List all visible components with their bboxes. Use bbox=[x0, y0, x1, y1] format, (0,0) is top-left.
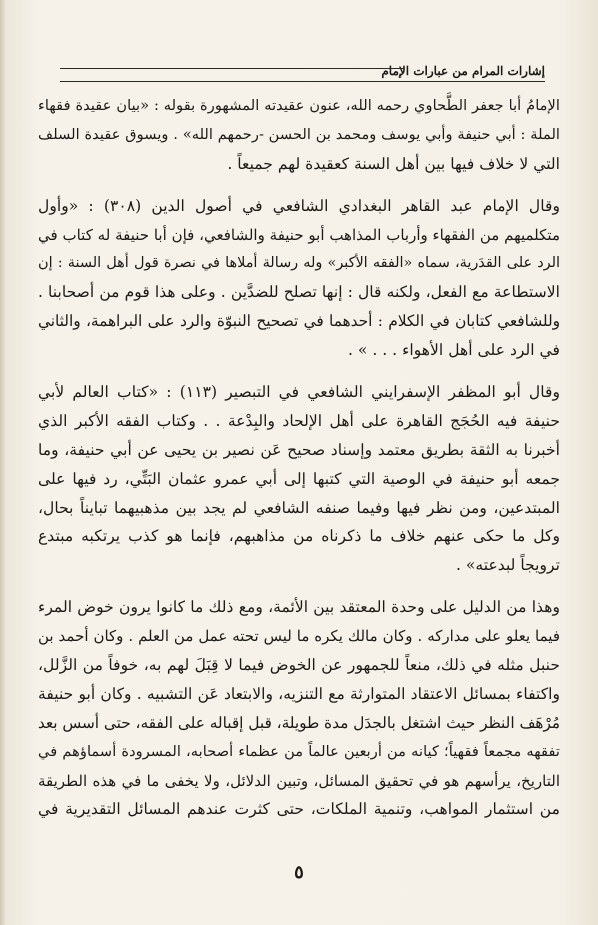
page-number: ٥ bbox=[294, 862, 304, 883]
text-line: تفقهه مجمعاً فقهياً؛ كيانه من أربعين عالماً من عظماء أصحابه، المسرودة أسماؤهم في bbox=[38, 742, 560, 760]
paragraph-3 bbox=[38, 378, 560, 580]
text-line: مُرْهَف النظر حيث اشتغل بالجدَل مدة طويلة، قبل إقباله على الفقه، حتى أسس بعد bbox=[37, 713, 560, 732]
text-line: حنيفة فيه الحُجَج القاهرة على أهل الإلحاد والبِدْعة . . وكتاب الفقه الأكبر الذي bbox=[38, 411, 560, 430]
text-line: من استثمار المواهب، وتنمية الملكات، حتى كثرت عندهم المسائل التقديرية في bbox=[38, 800, 560, 819]
text-line: جمعه أبو حنيفة في الوصية التي كتبها إلى أبي عمرو عثمان البَتِّي، رد فيها على bbox=[38, 469, 560, 488]
body-text bbox=[38, 92, 560, 824]
text-line: الاستطاعة مع الفعل، ولكنه قال : إنها تصلح للضدَّين . وعلى هذا قوم من أصحابنا . bbox=[38, 283, 560, 302]
paragraph-2 bbox=[38, 192, 560, 365]
running-title: إشارات المرام من عبارات الإمام bbox=[381, 64, 545, 78]
text-line: وقال أبو المظفر الإسفرايني الشافعي في التبصير (١١٣) : «كتاب العالم لأبي bbox=[38, 383, 561, 402]
text-line: في الرد على أهل الأهواء . . . » . bbox=[347, 341, 560, 360]
text-line: وكل ما حكى عنهم خلاف ما ذكرناه من مذاهبهم، فإنما هو كذب يرتكبه مبتدع bbox=[38, 527, 560, 546]
text-line: وقال الإمام عبد القاهر البغدادي الشافعي في أصول الدين (٣٠٨) : «وأول bbox=[38, 196, 560, 215]
text-line: ترويجاً لبدعته» . bbox=[455, 556, 560, 575]
paragraph-1 bbox=[38, 92, 560, 179]
text-line: الإمامُ أبا جعفر الطَّحاوي رحمه الله، عنون عقيدته المشهورة بقوله : «بيان عقيدة فقهاء bbox=[38, 97, 560, 114]
running-header bbox=[60, 62, 545, 84]
text-line: المبتدعين، ومن نظر فيها وفيما صنفه الشافعي لم يجد بين مذهبيهما تبايناً بحال، bbox=[38, 498, 560, 517]
text-line: التاريخ، يرأسهم هو في تحقيق المسائل، وتبين الدلائل، ولا يخفى ما في هذه الطريقة bbox=[38, 771, 560, 790]
header-rule bbox=[60, 81, 545, 82]
text-line: أخبرنا به الثقة بطريق معتمد وإسناد صحيح عَن نصير بن يحيى عن أبي حنيفة، وما bbox=[38, 440, 560, 459]
text-line: وهذا من الدليل على وحدة المعتقد بين الأئمة، ومع ذلك ما كانوا يرون خوض المرء bbox=[38, 598, 560, 617]
text-line: وللشافعي كتابان في الكلام : أحدهما في تصحيح النبوّة والرد على البراهمة، والثاني bbox=[38, 312, 560, 331]
text-line: متكلميهم من الفقهاء وأرباب المذاهب أبو حنيفة والشافعي، فإن أبا حنيفة له كتاب في bbox=[38, 225, 560, 244]
page-edge-shadow bbox=[0, 0, 6, 925]
paragraph-4 bbox=[38, 593, 560, 824]
text-line: حنبل مثله في ذلك، منعاً للجمهور عن الخوض فيما لا قِبَلَ لهم به، خوفاً من الزَّلل، bbox=[38, 656, 560, 675]
text-line: التي لا خلاف فيها بين أهل السنة كعقيدة لهم جميعاً . bbox=[227, 154, 560, 173]
text-line: الملة : أبي حنيفة وأبي يوسف ومحمد بن الحسن -رحمهم الله» . ويسوق عقيدة السلف bbox=[38, 125, 560, 143]
header-rule-top bbox=[60, 68, 405, 69]
text-line: واكتفاء بمسائل الاعتقاد المتوارثة مع التنزيه، والابتعاد عَن التشبيه . وكان أبو حنيفة bbox=[38, 684, 560, 703]
text-line: فيما يعلو على مداركه . وكان مالك يكره ما ليس تحته عمل من العلم . وكان أحمد بن bbox=[38, 627, 560, 646]
text-line: الرد على القدَرية، سماه «الفقه الأكبر» وله رسالة أملاها في نصرة قول أهل السنة : إن bbox=[38, 255, 560, 272]
